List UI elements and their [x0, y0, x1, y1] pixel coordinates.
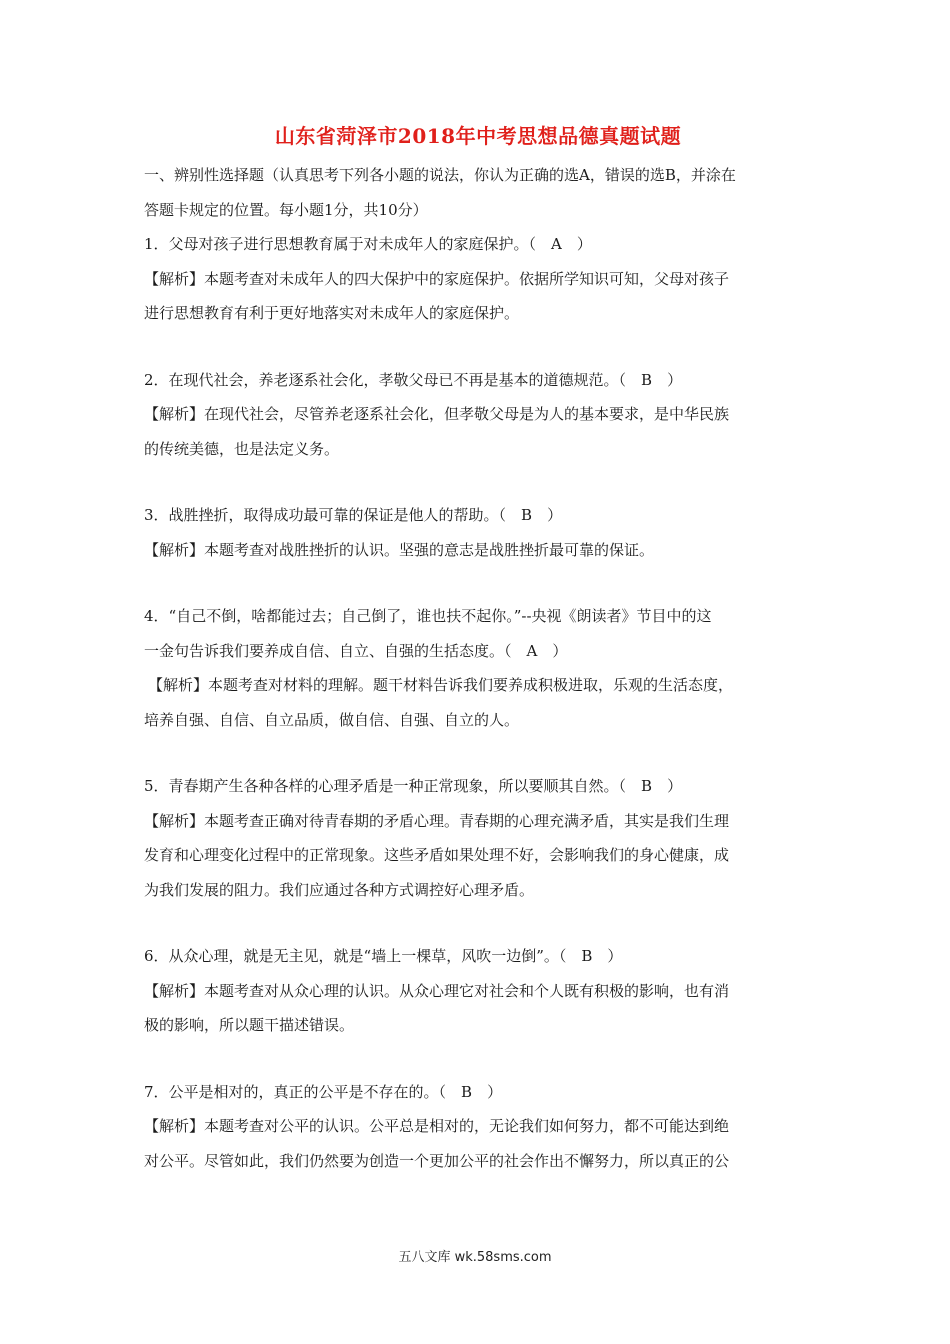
analysis-text: 【解析】本题考查对材料的理解。题干材料告诉我们要养成积极进取，乐观的生活态度， — [148, 676, 734, 694]
analysis-text: 对公平。尽管如此，我们仍然要为创造一个更加公平的社会作出不懈努力，所以真正的公 — [144, 1151, 730, 1170]
analysis-text: 【解析】本题考查对战胜挫折的认识。坚强的意志是战胜挫折最可靠的保证。 — [144, 540, 655, 559]
analysis-text: 【解析】在现代社会，尽管养老逐系社会化，但孝敬父母是为人的基本要求，是中华民族 — [144, 405, 730, 423]
question-block — [144, 498, 812, 567]
question-text: 3．战胜挫折，取得成功最可靠的保证是他人的帮助。（ B ） — [144, 506, 563, 524]
spacer — [144, 907, 812, 939]
spacer — [144, 737, 812, 769]
question-block — [144, 599, 812, 737]
question-text: 1．父母对孩子进行思想教育属于对未成年人的家庭保护。（ A ） — [144, 235, 592, 253]
analysis-text: 【解析】本题考查对公平的认识。公平总是相对的，无论我们如何努力，都不可能达到绝 — [144, 1117, 730, 1135]
question-block — [144, 227, 812, 331]
question-block — [144, 769, 812, 907]
analysis-text: 【解析】本题考查对未成年人的四大保护中的家庭保护。依据所学知识可知，父母对孩子 — [144, 269, 730, 288]
analysis-text: 发育和心理变化过程中的正常现象。这些矛盾如果处理不好，会影响我们的身心健康，成 — [144, 846, 730, 864]
question-text: 6．从众心理，就是无主见，就是“墙上一棵草，风吹一边倒”。（ B ） — [144, 947, 623, 965]
document-page — [144, 120, 812, 1178]
spacer — [144, 567, 812, 599]
spacer — [144, 1043, 812, 1075]
spacer — [144, 331, 812, 363]
analysis-text: 为我们发展的阻力。我们应通过各种方式调控好心理矛盾。 — [144, 880, 535, 899]
question-text: 2．在现代社会，养老逐系社会化，孝敬父母已不再是基本的道德规范。（ B ） — [144, 370, 683, 389]
question-block — [144, 1075, 812, 1179]
question-text: 4．“自己不倒，啥都能过去；自己倒了，谁也扶不起你。”--央视《朗读者》节目中的这 — [144, 607, 712, 625]
question-block — [144, 939, 812, 1043]
analysis-text: 培养自强、自信、自立品质，做自信、自强、自立的人。 — [144, 710, 520, 729]
question-text: 7．公平是相对的，真正的公平是不存在的。（ B ） — [144, 1082, 503, 1101]
analysis-text: 进行思想教育有利于更好地落实对未成年人的家庭保护。 — [144, 304, 520, 322]
spacer — [144, 466, 812, 498]
page-footer: 五八文库 wk.58sms.com — [398, 1250, 552, 1265]
document-title: 山东省菏泽市2018年中考思想品德真题试题 — [274, 124, 682, 148]
analysis-text: 的传统美德，也是法定义务。 — [144, 439, 340, 458]
question-text: 5．青春期产生各种各样的心理矛盾是一种正常现象，所以要顺其自然。（ B ） — [144, 777, 683, 795]
section-instruction-line-1: 一、辨别性选择题（认真思考下列各小题的说法，你认为正确的选A，错误的选B，并涂在 — [144, 166, 736, 184]
section-instruction-line-2: 答题卡规定的位置。每小题1分，共10分） — [144, 200, 428, 219]
analysis-text: 【解析】本题考查正确对待青春期的矛盾心理。青春期的心理充满矛盾，其实是我们生理 — [144, 811, 730, 830]
analysis-text: 极的影响，所以题干描述错误。 — [144, 1016, 355, 1034]
analysis-text: 【解析】本题考查对从众心理的认识。从众心理它对社会和个人既有积极的影响，也有消 — [144, 981, 730, 1000]
question-block — [144, 363, 812, 467]
question-text: 一金句告诉我们要养成自信、自立、自强的生括态度。（ A ） — [144, 641, 568, 660]
